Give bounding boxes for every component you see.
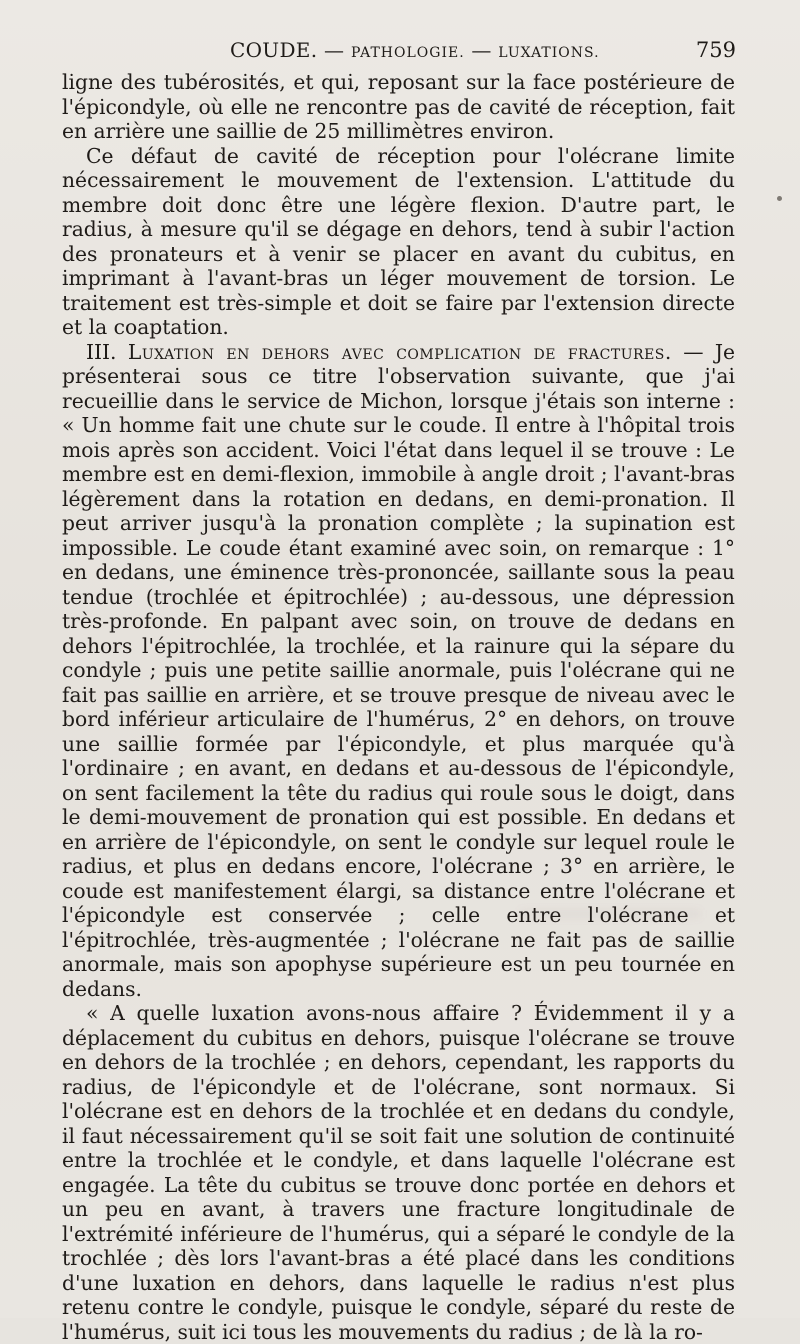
running-head-subsection: LUXATIONS. bbox=[498, 45, 600, 61]
page-header bbox=[62, 36, 736, 72]
running-head-title: COUDE. bbox=[230, 38, 318, 62]
margin-mark bbox=[777, 196, 782, 201]
bleed-through-mark bbox=[520, 910, 700, 918]
section-heading: Luxation en dehors avec complication de fractures. bbox=[127, 339, 672, 364]
section-body: — Je présenterai sous ce titre l'observation suivante, que j'ai recueillie dans le service de Michon, lorsque j'étais son interne : « Un homme fait une chute sur le coude. Il entre à l'hôpital trois mois après son accident. Voici l'état dans lequel il se trouve : Le membre est en demi-flexion, immobile à angle droit ; l'avant-bras légèrement dans la rotation en dedans, en demi-pronation. Il peut arriver jusqu'à la pronation complète ; la supination est impossible. Le coude étant examiné avec soin, on remarque : 1° en dedans, une éminence très-prononcée, saillante sous la peau tendue (trochlée et épitrochlée) ; au-dessous, une dépression très-profonde. En palpant avec soin, on trouve de dedans en dehors l'épitrochlée, la trochlée, et la rainure qui la sépare du condyle ; puis une petite saillie anormale, puis l'olécrane qui ne fait pas saillie en arrière, et se trouve presque de niveau avec le bord inférieur articulaire de l'humérus, 2° en dehors, on trouve une saillie formée par l'épicondyle, et plus marquée qu'à l'ordinaire ; en avant, en dedans et au-dessous de l'épicondyle, on sent facilement la tête du radius qui roule sous le doigt, dans le demi-mouvement de pronation qui est possible. En dedans et en arrière de l'épicondyle, on sent le condyle sur lequel roule le radius, et plus en dedans encore, l'olécrane ; 3° en arrière, le coude est manifestement élargi, sa distance entre l'olécrane et l'épicondyle est conservée ; celle entre l'olécrane et l'épitrochlée, très-augmentée ; l'olécrane ne fait pas de saillie anormale, mais son apophyse supérieure est un peu tournée en dedans. bbox=[62, 339, 735, 1001]
paragraph: Ce défaut de cavité de réception pour l'olécrane limite nécessairement le mouvement de l'extension. L'attitude du membre doit donc être une légère flexion. D'autre part, le radius, à mesure qu'il se dégage en dehors, tend à subir l'action des pronateurs et à venir se placer en avant du cubitus, en imprimant à l'avant-bras un léger mouvement de torsion. Le traitement est très-simple et doit se faire par l'extension directe et la coaptation. bbox=[62, 143, 735, 339]
paragraph: « A quelle luxation avons-nous affaire ? Évidemment il y a déplacement du cubitus en dehors, puisque l'olécrane se trouve en dehors de la trochlée ; en dehors, cependant, les rapports du radius, de l'épicondyle et de l'olécrane, sont normaux. Si l'olécrane est en dehors de la trochlée et en dedans du condyle, il faut nécessairement qu'il se soit fait une solution de continuité entre la trochlée et le condyle, et dans laquelle l'olécrane est engagée. La tête du cubitus se trouve donc portée en dehors et un peu en avant, à travers une fracture longitudinale de l'extrémité inférieure de l'humérus, qui a séparé le condyle de la trochlée ; dès lors l'avant-bras a été placé dans les conditions d'une luxation en dehors, dans laquelle le radius n'est plus retenu contre le condyle, puisque le condyle, séparé du reste de l'humérus, suit ici tous les mouvements du radius ; de là la ro- bbox=[62, 1001, 735, 1344]
page-number: 759 bbox=[695, 38, 736, 62]
paragraph: ligne des tubérosités, et qui, reposant sur la face postérieure de l'épicondyle, où elle ne rencontre pas de cavité de réception, fait en arrière une saillie de 25 millimètres environ. bbox=[62, 70, 735, 143]
body-text bbox=[62, 70, 735, 1344]
running-head bbox=[230, 38, 600, 62]
running-head-dash: — bbox=[464, 38, 499, 62]
section-paragraph bbox=[62, 340, 735, 1002]
section-number: III. bbox=[86, 339, 117, 364]
running-head-section: PATHOLOGIE. bbox=[350, 45, 465, 61]
running-head-dash: — bbox=[317, 38, 351, 62]
